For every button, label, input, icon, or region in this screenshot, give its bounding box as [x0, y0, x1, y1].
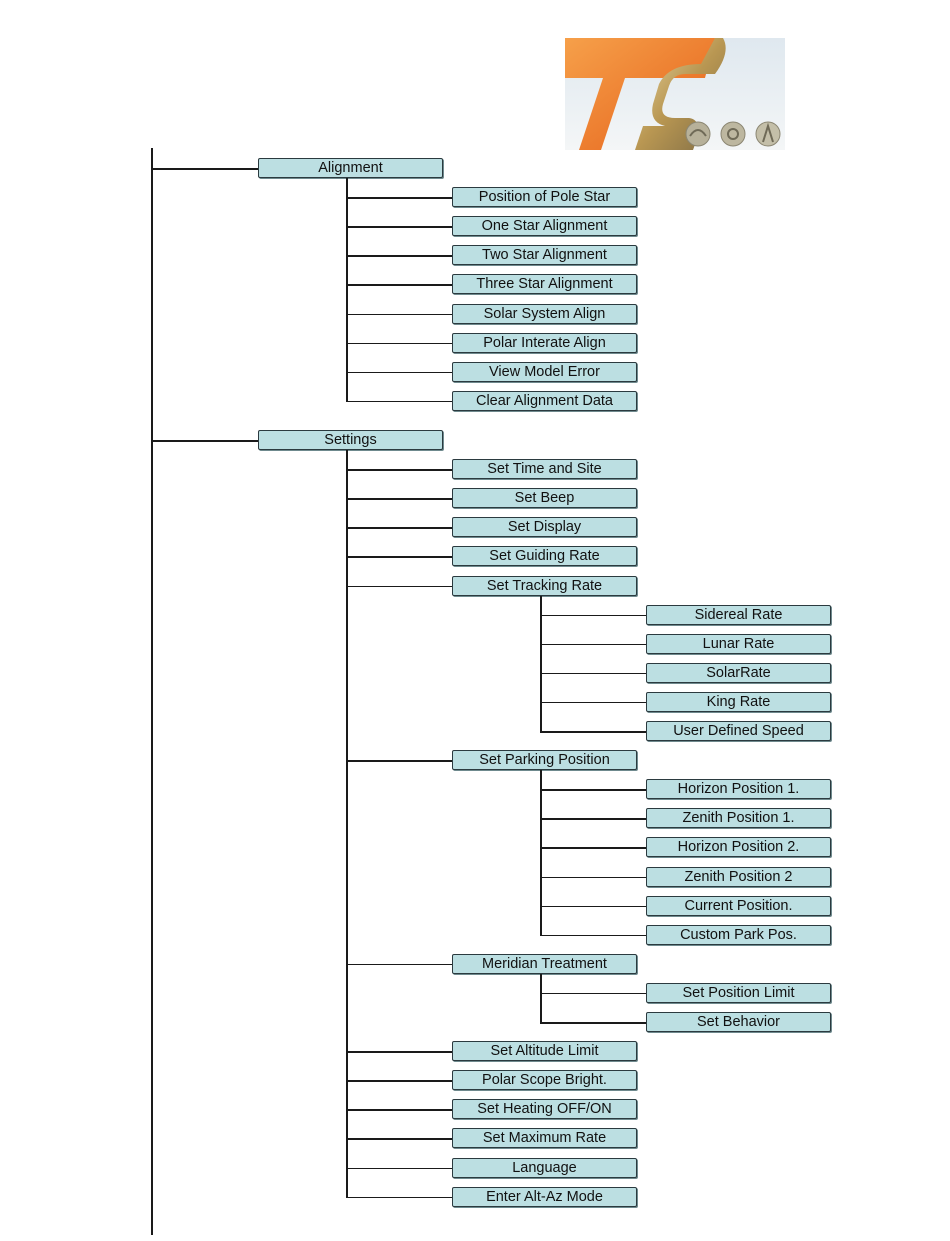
item-connector-line: [346, 314, 452, 316]
menu-item-solar-system-align[interactable]: [452, 304, 637, 324]
submenu-item-sidereal-rate[interactable]: [646, 605, 831, 625]
main-trunk-line: [151, 148, 153, 1235]
ts-logo-icon: [565, 38, 785, 150]
submenu-branch-line: [540, 770, 542, 936]
menu-item-label: Set Parking Position: [479, 752, 610, 769]
section-settings[interactable]: [258, 430, 443, 450]
menu-item-label: Language: [512, 1159, 577, 1176]
menu-item-position-of-pole-star[interactable]: [452, 187, 637, 207]
section-alignment[interactable]: [258, 158, 443, 178]
submenu-item-set-position-limit[interactable]: [646, 983, 831, 1003]
item-connector-line: [346, 469, 452, 471]
submenu-item-zenith-position-2[interactable]: [646, 867, 831, 887]
submenu-item-solarrate[interactable]: [646, 663, 831, 683]
menu-item-label: Set Tracking Rate: [486, 577, 603, 594]
menu-item-clear-alignment-data[interactable]: [452, 391, 637, 411]
menu-item-set-display[interactable]: [452, 517, 637, 537]
subitem-connector-line: [540, 789, 646, 791]
menu-item-meridian-treatment[interactable]: [452, 954, 637, 974]
menu-item-label: Polar Scope Bright.: [482, 1072, 607, 1089]
submenu-branch-line: [540, 974, 542, 1023]
submenu-item-label: Lunar Rate: [702, 635, 775, 652]
menu-item-set-beep[interactable]: [452, 488, 637, 508]
menu-item-set-altitude-limit[interactable]: [452, 1041, 637, 1061]
section-label: Alignment: [318, 160, 383, 176]
section-label: Settings: [324, 432, 377, 448]
item-connector-line: [346, 255, 452, 257]
subitem-connector-line: [540, 906, 646, 908]
menu-item-one-star-alignment[interactable]: [452, 216, 637, 236]
section-branch-line: [346, 450, 348, 1198]
submenu-item-label: Set Position Limit: [682, 984, 795, 1001]
menu-item-label: Solar System Align: [483, 305, 606, 322]
item-connector-line: [346, 1109, 452, 1111]
section-connector-line: [151, 168, 258, 170]
item-connector-line: [346, 760, 452, 762]
menu-item-label: Clear Alignment Data: [475, 392, 613, 409]
menu-item-label: Enter Alt-Az Mode: [486, 1188, 603, 1205]
submenu-item-label: Horizon Position 1.: [677, 781, 800, 798]
menu-item-label: Two Star Alignment: [482, 247, 607, 264]
menu-item-label: Polar Interate Align: [483, 334, 606, 351]
subitem-connector-line: [540, 877, 646, 879]
subitem-connector-line: [540, 731, 646, 733]
submenu-item-label: King Rate: [706, 693, 771, 710]
menu-item-language[interactable]: [452, 1158, 637, 1178]
menu-item-set-maximum-rate[interactable]: [452, 1128, 637, 1148]
item-connector-line: [346, 1051, 452, 1053]
subitem-connector-line: [540, 1022, 646, 1024]
menu-item-polar-interate-align[interactable]: [452, 333, 637, 353]
item-connector-line: [346, 1168, 452, 1170]
submenu-item-label: Zenith Position 1.: [682, 810, 795, 827]
section-branch-line: [346, 178, 348, 402]
submenu-item-zenith-position-1[interactable]: [646, 808, 831, 828]
menu-item-set-heating-off-on[interactable]: [452, 1099, 637, 1119]
submenu-item-label: SolarRate: [706, 664, 771, 681]
submenu-item-set-behavior[interactable]: [646, 1012, 831, 1032]
item-connector-line: [346, 964, 452, 966]
subitem-connector-line: [540, 644, 646, 646]
submenu-item-horizon-position-2[interactable]: [646, 837, 831, 857]
item-connector-line: [346, 1080, 452, 1082]
menu-item-enter-alt-az-mode[interactable]: [452, 1187, 637, 1207]
menu-item-label: Set Display: [507, 519, 582, 536]
subitem-connector-line: [540, 702, 646, 704]
subitem-connector-line: [540, 673, 646, 675]
menu-item-set-tracking-rate[interactable]: [452, 576, 637, 596]
menu-item-label: Three Star Alignment: [476, 276, 613, 293]
submenu-item-label: Custom Park Pos.: [680, 926, 797, 943]
item-connector-line: [346, 1197, 452, 1199]
menu-item-set-time-and-site[interactable]: [452, 459, 637, 479]
subitem-connector-line: [540, 993, 646, 995]
menu-item-label: Set Maximum Rate: [482, 1130, 607, 1147]
submenu-item-label: Set Behavior: [696, 1014, 781, 1030]
section-connector-line: [151, 440, 258, 442]
item-connector-line: [346, 1138, 452, 1140]
item-connector-line: [346, 372, 452, 374]
menu-item-label: View Model Error: [489, 363, 600, 380]
item-connector-line: [346, 284, 452, 286]
submenu-item-horizon-position-1[interactable]: [646, 779, 831, 799]
subitem-connector-line: [540, 818, 646, 820]
menu-item-label: Position of Pole Star: [478, 189, 611, 206]
menu-item-label: Set Guiding Rate: [489, 548, 600, 565]
item-connector-line: [346, 527, 452, 529]
submenu-item-current-position[interactable]: [646, 896, 831, 916]
menu-item-set-guiding-rate[interactable]: [452, 546, 637, 566]
item-connector-line: [346, 343, 452, 345]
menu-item-label: Set Altitude Limit: [490, 1043, 599, 1060]
item-connector-line: [346, 401, 452, 403]
item-connector-line: [346, 197, 452, 199]
menu-item-label: Set Time and Site: [487, 461, 602, 478]
submenu-item-user-defined-speed[interactable]: [646, 721, 831, 741]
item-connector-line: [346, 498, 452, 500]
item-connector-line: [346, 586, 452, 588]
submenu-branch-line: [540, 596, 542, 733]
menu-item-set-parking-position[interactable]: [452, 750, 637, 770]
submenu-item-king-rate[interactable]: [646, 692, 831, 712]
subitem-connector-line: [540, 935, 646, 937]
submenu-item-label: Current Position.: [684, 897, 793, 914]
subitem-connector-line: [540, 847, 646, 849]
submenu-item-lunar-rate[interactable]: [646, 634, 831, 654]
menu-item-label: Meridian Treatment: [482, 955, 607, 972]
submenu-item-label: Sidereal Rate: [694, 606, 783, 623]
submenu-item-label: User Defined Speed: [673, 723, 804, 739]
menu-item-label: Set Heating OFF/ON: [477, 1101, 612, 1118]
item-connector-line: [346, 556, 452, 558]
submenu-item-label: Zenith Position 2: [684, 868, 793, 885]
menu-item-label: Set Beep: [514, 490, 575, 507]
menu-item-label: One Star Alignment: [481, 218, 608, 235]
submenu-item-custom-park-pos[interactable]: [646, 925, 831, 945]
menu-item-three-star-alignment[interactable]: [452, 274, 637, 294]
menu-item-two-star-alignment[interactable]: [452, 245, 637, 265]
menu-item-polar-scope-bright[interactable]: [452, 1070, 637, 1090]
item-connector-line: [346, 226, 452, 228]
subitem-connector-line: [540, 615, 646, 617]
submenu-item-label: Horizon Position 2.: [677, 839, 800, 856]
menu-item-view-model-error[interactable]: [452, 362, 637, 382]
